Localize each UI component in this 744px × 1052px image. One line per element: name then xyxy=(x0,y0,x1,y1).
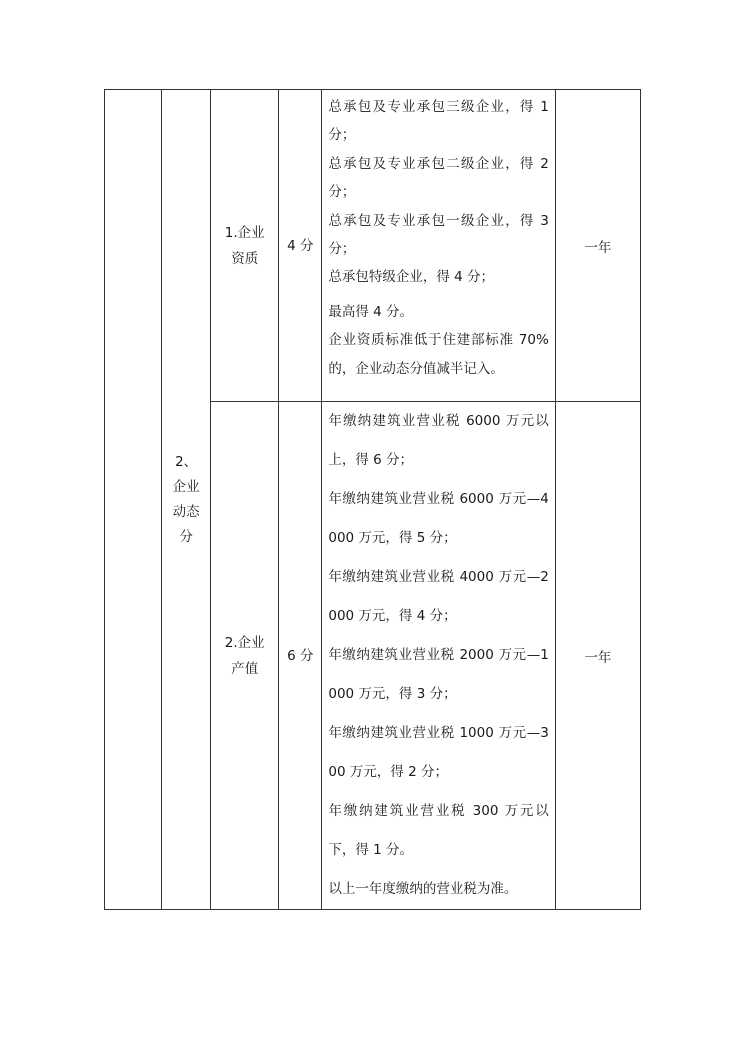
criteria-line: 年缴纳建筑业营业税 6000 万元以上，得 6 分； xyxy=(328,413,549,468)
criteria-line: 年缴纳建筑业营业税 6000 万元—4000 万元，得 5 分； xyxy=(328,491,549,546)
period-cell xyxy=(555,90,640,402)
points-label: 6 分 xyxy=(287,647,314,664)
item-cell xyxy=(211,402,279,910)
criteria-line: 年缴纳建筑业营业税 4000 万元—2000 万元，得 4 分； xyxy=(328,569,549,624)
empty-first-column-cell xyxy=(105,90,162,910)
criteria-line: 总承包特级企业，得 4 分； xyxy=(328,269,495,286)
points-label: 4 分 xyxy=(287,237,314,254)
item-label: 1.企业资质 xyxy=(224,224,265,267)
criteria-line: 以上一年度缴纳的营业税为准。 xyxy=(328,881,518,897)
points-cell xyxy=(279,402,322,910)
criteria-line: 企业资质标准低于住建部标准 70%的，企业动态分值减半记入。 xyxy=(328,332,549,377)
category-label: 2、企业动态分 xyxy=(172,453,200,545)
period-cell xyxy=(555,402,640,910)
criteria-line: 年缴纳建筑业营业税 1000 万元—300 万元，得 2 分； xyxy=(328,725,549,780)
scoring-table xyxy=(104,89,641,910)
criteria-line: 年缴纳建筑业营业税 300 万元以下，得 1 分。 xyxy=(328,803,549,858)
category-cell xyxy=(162,90,211,910)
item-cell xyxy=(211,90,279,402)
period-label: 一年 xyxy=(584,649,612,666)
criteria-line: 年缴纳建筑业营业税 2000 万元—1000 万元，得 3 分； xyxy=(328,647,549,702)
criteria-cell xyxy=(322,90,555,402)
criteria-line: 总承包及专业承包一级企业，得 3 分； xyxy=(328,212,549,258)
points-cell xyxy=(279,90,322,402)
period-label: 一年 xyxy=(584,239,612,256)
table-row xyxy=(105,90,641,402)
item-label: 2.企业产值 xyxy=(224,634,265,677)
criteria-cell xyxy=(322,402,555,910)
criteria-line: 总承包及专业承包三级企业，得 1 分； xyxy=(328,99,549,144)
criteria-line: 最高得 4 分。 xyxy=(328,303,414,320)
criteria-line: 总承包及专业承包二级企业，得 2 分； xyxy=(328,155,549,201)
